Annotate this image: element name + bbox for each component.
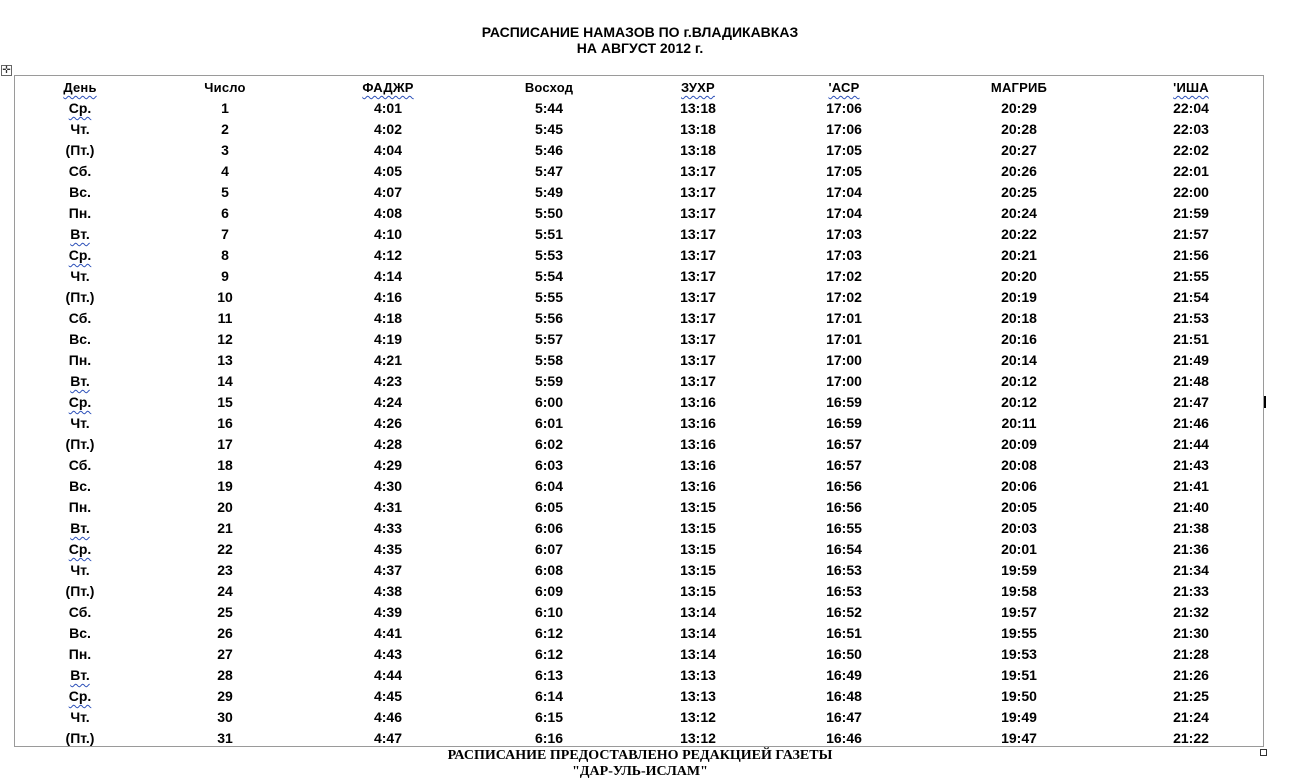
cell-day: Вт. xyxy=(70,520,90,536)
cell-maghrib: 20:26 xyxy=(1001,163,1037,179)
cell-asr: 16:55 xyxy=(826,520,862,536)
cell-fajr: 4:07 xyxy=(373,184,403,200)
cell-sunrise: 5:58 xyxy=(534,352,564,368)
cell-day: Сб. xyxy=(68,163,92,179)
cell-maghrib: 20:18 xyxy=(1001,310,1037,326)
cell-sunrise: 6:15 xyxy=(534,709,564,725)
cell-sunrise: 6:12 xyxy=(534,625,564,641)
cell-day: Вт. xyxy=(70,667,90,683)
cell-day: Ср. xyxy=(68,688,92,704)
cell-isha: 21:40 xyxy=(1173,499,1209,515)
cell-date: 27 xyxy=(217,646,233,662)
cell-maghrib: 20:05 xyxy=(1001,499,1037,515)
table-edge-marker xyxy=(1264,396,1266,408)
cell-date: 25 xyxy=(217,604,233,620)
cell-isha: 21:32 xyxy=(1173,604,1209,620)
cell-sunrise: 6:07 xyxy=(534,541,564,557)
cell-date: 21 xyxy=(217,520,233,536)
cell-date: 17 xyxy=(217,436,233,452)
cell-asr: 17:05 xyxy=(826,163,862,179)
cell-date: 24 xyxy=(217,583,233,599)
cell-date: 29 xyxy=(217,688,233,704)
table-row xyxy=(15,245,1263,266)
cell-isha: 21:49 xyxy=(1173,352,1209,368)
cell-dhuhr: 13:17 xyxy=(680,352,716,368)
cell-fajr: 4:30 xyxy=(373,478,403,494)
cell-fajr: 4:44 xyxy=(373,667,403,683)
cell-fajr: 4:35 xyxy=(373,541,403,557)
cell-date: 18 xyxy=(217,457,233,473)
cell-day: Ср. xyxy=(68,247,92,263)
cell-date: 26 xyxy=(217,625,233,641)
table-row xyxy=(15,182,1263,203)
cell-dhuhr: 13:14 xyxy=(680,646,716,662)
table-row xyxy=(15,350,1263,371)
cell-day: Вс. xyxy=(69,331,91,347)
cell-asr: 17:00 xyxy=(826,373,862,389)
cell-isha: 21:57 xyxy=(1173,226,1209,242)
cell-fajr: 4:23 xyxy=(373,373,403,389)
cell-date: 22 xyxy=(217,541,233,557)
cell-dhuhr: 13:13 xyxy=(680,688,716,704)
table-row xyxy=(15,140,1263,161)
cell-sunrise: 5:53 xyxy=(534,247,564,263)
table-row xyxy=(15,371,1263,392)
cell-date: 4 xyxy=(221,163,229,179)
cell-day: Чт. xyxy=(70,562,90,578)
cell-sunrise: 6:03 xyxy=(534,457,564,473)
cell-asr: 16:46 xyxy=(826,730,862,746)
cell-sunrise: 6:14 xyxy=(534,688,564,704)
cell-fajr: 4:18 xyxy=(373,310,403,326)
cell-fajr: 4:02 xyxy=(373,121,403,137)
cell-sunrise: 6:04 xyxy=(534,478,564,494)
cell-isha: 21:46 xyxy=(1173,415,1209,431)
header-dhuhr: ЗУХР xyxy=(681,80,715,95)
table-move-handle-icon[interactable]: ✛ xyxy=(2,65,11,76)
table-row xyxy=(15,308,1263,329)
cell-fajr: 4:37 xyxy=(373,562,403,578)
cell-asr: 17:02 xyxy=(826,268,862,284)
cell-sunrise: 6:02 xyxy=(534,436,564,452)
cell-maghrib: 20:22 xyxy=(1001,226,1037,242)
cell-asr: 17:01 xyxy=(826,310,862,326)
cell-date: 16 xyxy=(217,415,233,431)
cell-asr: 16:56 xyxy=(826,478,862,494)
table-row xyxy=(15,161,1263,182)
cell-isha: 22:04 xyxy=(1173,100,1209,116)
cell-fajr: 4:31 xyxy=(373,499,403,515)
table-row xyxy=(15,266,1263,287)
cell-asr: 16:59 xyxy=(826,394,862,410)
cell-isha: 21:43 xyxy=(1173,457,1209,473)
cell-maghrib: 19:50 xyxy=(1001,688,1037,704)
cell-date: 31 xyxy=(217,730,233,746)
cell-date: 12 xyxy=(217,331,233,347)
cell-sunrise: 6:01 xyxy=(534,415,564,431)
cell-sunrise: 5:54 xyxy=(534,268,564,284)
cell-dhuhr: 13:18 xyxy=(680,100,716,116)
cell-date: 3 xyxy=(221,142,229,158)
cell-fajr: 4:12 xyxy=(373,247,403,263)
cell-maghrib: 19:55 xyxy=(1001,625,1037,641)
cell-date: 11 xyxy=(217,310,233,326)
table-row xyxy=(15,476,1263,497)
cell-dhuhr: 13:15 xyxy=(680,541,716,557)
cell-date: 15 xyxy=(217,394,233,410)
cell-day: Сб. xyxy=(68,604,92,620)
cell-maghrib: 20:12 xyxy=(1001,394,1037,410)
cell-day: Пн. xyxy=(68,205,92,221)
cell-date: 10 xyxy=(217,289,233,305)
cell-dhuhr: 13:15 xyxy=(680,583,716,599)
cell-fajr: 4:04 xyxy=(373,142,403,158)
cell-day: Вс. xyxy=(69,625,91,641)
table-row xyxy=(15,707,1263,728)
header-fajr: ФАДЖР xyxy=(362,80,414,95)
table-row xyxy=(15,581,1263,602)
cell-dhuhr: 13:16 xyxy=(680,415,716,431)
cell-sunrise: 6:12 xyxy=(534,646,564,662)
cell-maghrib: 20:21 xyxy=(1001,247,1037,263)
cell-isha: 21:53 xyxy=(1173,310,1209,326)
cell-day: Вт. xyxy=(70,373,90,389)
cell-asr: 17:04 xyxy=(826,184,862,200)
table-row xyxy=(15,560,1263,581)
cell-day: (Пт.) xyxy=(65,289,95,305)
cell-date: 13 xyxy=(217,352,233,368)
cell-isha: 21:24 xyxy=(1173,709,1209,725)
cell-maghrib: 20:09 xyxy=(1001,436,1037,452)
cell-sunrise: 5:47 xyxy=(534,163,564,179)
cell-fajr: 4:19 xyxy=(373,331,403,347)
cell-day: (Пт.) xyxy=(65,583,95,599)
cell-day: (Пт.) xyxy=(65,142,95,158)
cell-asr: 16:59 xyxy=(826,415,862,431)
cell-maghrib: 20:16 xyxy=(1001,331,1037,347)
schedule-title xyxy=(0,24,1280,56)
header-date: Число xyxy=(204,80,246,95)
cell-dhuhr: 13:13 xyxy=(680,667,716,683)
cell-date: 2 xyxy=(221,121,229,137)
cell-dhuhr: 13:16 xyxy=(680,478,716,494)
table-row xyxy=(15,434,1263,455)
cell-dhuhr: 13:18 xyxy=(680,121,716,137)
cell-dhuhr: 13:16 xyxy=(680,457,716,473)
header-asr: 'АСР xyxy=(828,80,860,95)
cell-day: Чт. xyxy=(70,415,90,431)
cell-isha: 21:26 xyxy=(1173,667,1209,683)
cell-maghrib: 20:19 xyxy=(1001,289,1037,305)
cell-isha: 21:51 xyxy=(1173,331,1209,347)
cell-dhuhr: 13:15 xyxy=(680,562,716,578)
table-row xyxy=(15,644,1263,665)
cell-dhuhr: 13:15 xyxy=(680,499,716,515)
cell-day: Пн. xyxy=(68,352,92,368)
cell-dhuhr: 13:17 xyxy=(680,289,716,305)
cell-sunrise: 5:57 xyxy=(534,331,564,347)
cell-dhuhr: 13:14 xyxy=(680,625,716,641)
cell-maghrib: 19:47 xyxy=(1001,730,1037,746)
cell-isha: 21:54 xyxy=(1173,289,1209,305)
cell-dhuhr: 13:17 xyxy=(680,331,716,347)
table-row xyxy=(15,119,1263,140)
header-isha: 'ИША xyxy=(1173,80,1209,95)
cell-maghrib: 20:14 xyxy=(1001,352,1037,368)
cell-date: 14 xyxy=(217,373,233,389)
cell-asr: 16:53 xyxy=(826,562,862,578)
cell-maghrib: 20:29 xyxy=(1001,100,1037,116)
cell-date: 1 xyxy=(221,100,229,116)
table-row xyxy=(15,329,1263,350)
table-body xyxy=(15,98,1263,749)
cell-asr: 17:06 xyxy=(826,121,862,137)
cell-maghrib: 20:20 xyxy=(1001,268,1037,284)
cell-isha: 21:22 xyxy=(1173,730,1209,746)
cell-fajr: 4:26 xyxy=(373,415,403,431)
cell-date: 28 xyxy=(217,667,233,683)
cell-dhuhr: 13:17 xyxy=(680,205,716,221)
cell-fajr: 4:21 xyxy=(373,352,403,368)
cell-date: 20 xyxy=(217,499,233,515)
cell-day: (Пт.) xyxy=(65,436,95,452)
cell-fajr: 4:39 xyxy=(373,604,403,620)
cell-asr: 16:53 xyxy=(826,583,862,599)
cell-day: Ср. xyxy=(68,541,92,557)
cell-maghrib: 19:53 xyxy=(1001,646,1037,662)
cell-sunrise: 5:51 xyxy=(534,226,564,242)
cell-maghrib: 20:08 xyxy=(1001,457,1037,473)
cell-maghrib: 19:49 xyxy=(1001,709,1037,725)
cell-dhuhr: 13:17 xyxy=(680,163,716,179)
cell-date: 6 xyxy=(221,205,229,221)
cell-asr: 17:00 xyxy=(826,352,862,368)
cell-asr: 16:57 xyxy=(826,436,862,452)
cell-date: 19 xyxy=(217,478,233,494)
cell-sunrise: 6:08 xyxy=(534,562,564,578)
table-row xyxy=(15,287,1263,308)
cell-dhuhr: 13:16 xyxy=(680,394,716,410)
cell-fajr: 4:33 xyxy=(373,520,403,536)
table-row xyxy=(15,602,1263,623)
cell-day: Пн. xyxy=(68,499,92,515)
cell-date: 7 xyxy=(221,226,229,242)
cell-asr: 17:01 xyxy=(826,331,862,347)
cell-fajr: 4:10 xyxy=(373,226,403,242)
cell-day: Чт. xyxy=(70,709,90,725)
cell-fajr: 4:28 xyxy=(373,436,403,452)
cell-dhuhr: 13:14 xyxy=(680,604,716,620)
cell-isha: 21:41 xyxy=(1173,478,1209,494)
cell-asr: 16:52 xyxy=(826,604,862,620)
cell-asr: 17:02 xyxy=(826,289,862,305)
cell-dhuhr: 13:17 xyxy=(680,373,716,389)
cell-sunrise: 6:00 xyxy=(534,394,564,410)
cell-isha: 22:02 xyxy=(1173,142,1209,158)
cell-day: Сб. xyxy=(68,457,92,473)
cell-isha: 21:36 xyxy=(1173,541,1209,557)
cell-asr: 17:04 xyxy=(826,205,862,221)
cell-asr: 16:56 xyxy=(826,499,862,515)
header-sunrise: Восход xyxy=(524,80,574,95)
cell-fajr: 4:45 xyxy=(373,688,403,704)
cell-dhuhr: 13:18 xyxy=(680,142,716,158)
cell-dhuhr: 13:17 xyxy=(680,184,716,200)
cell-day: Пн. xyxy=(68,646,92,662)
cell-fajr: 4:41 xyxy=(373,625,403,641)
cell-dhuhr: 13:12 xyxy=(680,730,716,746)
table-row xyxy=(15,224,1263,245)
cell-isha: 21:56 xyxy=(1173,247,1209,263)
cell-day: Вс. xyxy=(69,184,91,200)
cell-maghrib: 20:11 xyxy=(1001,415,1037,431)
cell-maghrib: 20:25 xyxy=(1001,184,1037,200)
schedule-footer xyxy=(0,748,1280,780)
cell-isha: 22:03 xyxy=(1173,121,1209,137)
cell-sunrise: 5:49 xyxy=(534,184,564,200)
cell-fajr: 4:16 xyxy=(373,289,403,305)
cell-date: 5 xyxy=(221,184,229,200)
table-row xyxy=(15,728,1263,749)
cell-isha: 21:47 xyxy=(1173,394,1209,410)
cell-isha: 21:28 xyxy=(1173,646,1209,662)
cell-isha: 21:55 xyxy=(1173,268,1209,284)
cell-maghrib: 20:03 xyxy=(1001,520,1037,536)
title-line-2: НА АВГУСТ 2012 г. xyxy=(576,40,704,56)
cell-day: Вт. xyxy=(70,226,90,242)
cell-day: Вс. xyxy=(69,478,91,494)
title-line-1: РАСПИСАНИЕ НАМАЗОВ ПО г.ВЛАДИКАВКАЗ xyxy=(481,24,799,40)
cell-asr: 16:51 xyxy=(826,625,862,641)
table-row xyxy=(15,518,1263,539)
prayer-times-table xyxy=(15,77,1263,749)
table-row xyxy=(15,392,1263,413)
cell-isha: 21:48 xyxy=(1173,373,1209,389)
cell-asr: 16:49 xyxy=(826,667,862,683)
table-header-row xyxy=(15,77,1263,98)
cell-sunrise: 5:56 xyxy=(534,310,564,326)
cell-sunrise: 6:09 xyxy=(534,583,564,599)
cell-maghrib: 20:27 xyxy=(1001,142,1037,158)
cell-sunrise: 5:55 xyxy=(534,289,564,305)
cell-fajr: 4:14 xyxy=(373,268,403,284)
header-maghrib: МАГРИБ xyxy=(990,80,1048,95)
cell-date: 23 xyxy=(217,562,233,578)
cell-sunrise: 5:46 xyxy=(534,142,564,158)
cell-sunrise: 6:16 xyxy=(534,730,564,746)
cell-dhuhr: 13:16 xyxy=(680,436,716,452)
cell-day: Чт. xyxy=(70,121,90,137)
header-day: День xyxy=(63,80,97,95)
cell-fajr: 4:05 xyxy=(373,163,403,179)
cell-asr: 17:03 xyxy=(826,226,862,242)
cell-date: 8 xyxy=(221,247,229,263)
footer-line-1: РАСПИСАНИЕ ПРЕДОСТАВЛЕНО РЕДАКЦИЕЙ ГАЗЕТЫ xyxy=(447,748,833,763)
cell-fajr: 4:43 xyxy=(373,646,403,662)
cell-dhuhr: 13:17 xyxy=(680,247,716,263)
cell-maghrib: 19:51 xyxy=(1001,667,1037,683)
cell-date: 9 xyxy=(221,268,229,284)
cell-asr: 16:54 xyxy=(826,541,862,557)
cell-sunrise: 5:59 xyxy=(534,373,564,389)
table-row xyxy=(15,98,1263,119)
cell-maghrib: 20:06 xyxy=(1001,478,1037,494)
table-row xyxy=(15,539,1263,560)
cell-isha: 22:00 xyxy=(1173,184,1209,200)
cell-sunrise: 6:06 xyxy=(534,520,564,536)
cell-asr: 17:03 xyxy=(826,247,862,263)
cell-fajr: 4:46 xyxy=(373,709,403,725)
cell-maghrib: 20:28 xyxy=(1001,121,1037,137)
footer-line-2: "ДАР-УЛЬ-ИСЛАМ" xyxy=(572,764,708,779)
cell-dhuhr: 13:17 xyxy=(680,268,716,284)
table-row xyxy=(15,203,1263,224)
cell-maghrib: 20:01 xyxy=(1001,541,1037,557)
cell-day: (Пт.) xyxy=(65,730,95,746)
cell-isha: 21:44 xyxy=(1173,436,1209,452)
cell-dhuhr: 13:15 xyxy=(680,520,716,536)
cell-fajr: 4:47 xyxy=(373,730,403,746)
cell-dhuhr: 13:17 xyxy=(680,226,716,242)
table-row xyxy=(15,665,1263,686)
cell-maghrib: 19:59 xyxy=(1001,562,1037,578)
cell-fajr: 4:08 xyxy=(373,205,403,221)
cell-dhuhr: 13:17 xyxy=(680,310,716,326)
cell-asr: 16:48 xyxy=(826,688,862,704)
cell-maghrib: 20:12 xyxy=(1001,373,1037,389)
cell-fajr: 4:01 xyxy=(373,100,403,116)
cell-isha: 21:38 xyxy=(1173,520,1209,536)
table-row xyxy=(15,686,1263,707)
cell-maghrib: 19:57 xyxy=(1001,604,1037,620)
cell-maghrib: 20:24 xyxy=(1001,205,1037,221)
cell-sunrise: 6:13 xyxy=(534,667,564,683)
cell-isha: 21:30 xyxy=(1173,625,1209,641)
cell-day: Чт. xyxy=(70,268,90,284)
cell-isha: 21:59 xyxy=(1173,205,1209,221)
cell-sunrise: 5:44 xyxy=(534,100,564,116)
cell-asr: 17:06 xyxy=(826,100,862,116)
table-row xyxy=(15,497,1263,518)
cell-day: Ср. xyxy=(68,100,92,116)
cell-day: Ср. xyxy=(68,394,92,410)
cell-fajr: 4:29 xyxy=(373,457,403,473)
cell-isha: 21:25 xyxy=(1173,688,1209,704)
cell-asr: 16:50 xyxy=(826,646,862,662)
cell-day: Сб. xyxy=(68,310,92,326)
cell-date: 30 xyxy=(217,709,233,725)
cell-sunrise: 6:10 xyxy=(534,604,564,620)
cell-maghrib: 19:58 xyxy=(1001,583,1037,599)
table-row xyxy=(15,455,1263,476)
cell-dhuhr: 13:12 xyxy=(680,709,716,725)
cell-asr: 17:05 xyxy=(826,142,862,158)
cell-isha: 21:33 xyxy=(1173,583,1209,599)
cell-sunrise: 5:50 xyxy=(534,205,564,221)
cell-asr: 16:57 xyxy=(826,457,862,473)
cell-fajr: 4:38 xyxy=(373,583,403,599)
table-row xyxy=(15,413,1263,434)
cell-asr: 16:47 xyxy=(826,709,862,725)
table-resize-handle-icon[interactable] xyxy=(1260,749,1267,756)
cell-fajr: 4:24 xyxy=(373,394,403,410)
cell-isha: 21:34 xyxy=(1173,562,1209,578)
cell-sunrise: 5:45 xyxy=(534,121,564,137)
table-row xyxy=(15,623,1263,644)
cell-isha: 22:01 xyxy=(1173,163,1209,179)
cell-sunrise: 6:05 xyxy=(534,499,564,515)
